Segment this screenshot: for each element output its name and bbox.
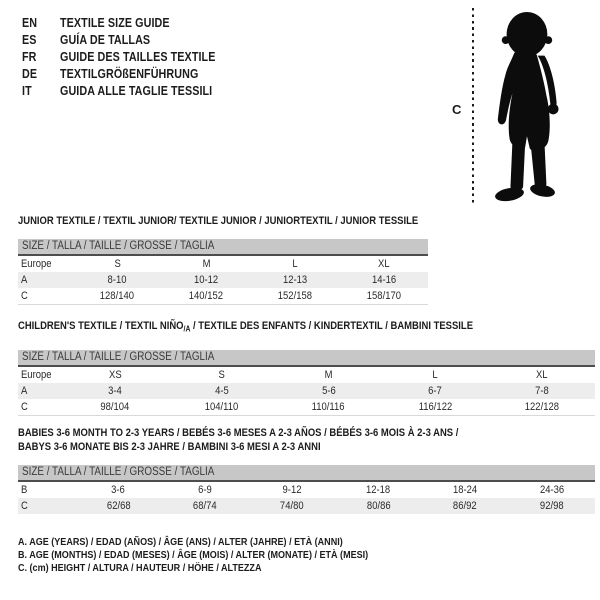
table-cell xyxy=(339,272,428,288)
babies-table-title-text: BABIES 3-6 MONTH TO 2-3 YEARS / BEBÉS 3-6 MESES A 2-3 AÑOS / BÉBÉS 3-6 MOIS À 2-3 ANS / xyxy=(18,427,459,439)
table-row-height xyxy=(18,288,428,305)
size-header-bar xyxy=(18,239,428,256)
table-row-europe xyxy=(18,367,595,383)
list-item xyxy=(22,83,241,100)
table-cell xyxy=(488,367,595,383)
cell-text: 5-6 xyxy=(321,385,336,397)
cell-text: C xyxy=(21,401,28,413)
table-row-height xyxy=(18,399,595,416)
cell-text: L xyxy=(432,369,438,381)
cell-text: C xyxy=(21,290,28,302)
language-title-list xyxy=(22,15,241,100)
language-code xyxy=(22,15,60,32)
title-subscript: /A xyxy=(183,324,191,334)
babies-table-title-line1 xyxy=(18,427,530,440)
cell-text: 122/128 xyxy=(524,401,559,413)
footnote-text: B. AGE (MONTHS) / EDAD (MESES) / ÂGE (MOIS) / ALTER (MONATE) / ETÀ (MESI) xyxy=(18,549,369,561)
cell-text: S xyxy=(114,258,121,270)
table-cell xyxy=(162,482,249,498)
footnote-height-cm xyxy=(18,562,301,575)
table-cell xyxy=(248,482,335,498)
row-label xyxy=(18,399,62,415)
table-cell xyxy=(251,272,340,288)
title-part: CHILDREN'S TEXTILE / TEXTIL NIÑO xyxy=(18,320,184,332)
list-item xyxy=(22,32,241,49)
table-cell xyxy=(248,498,335,514)
cell-text: 12-13 xyxy=(282,274,307,286)
list-item xyxy=(22,15,241,32)
table-cell xyxy=(422,498,509,514)
cell-text: A xyxy=(21,274,28,286)
table-cell xyxy=(169,399,276,415)
table-cell xyxy=(508,498,595,514)
size-header-text: SIZE / TALLA / TAILLE / GRÖSSE / TAGLIA xyxy=(22,240,215,252)
size-header-text: SIZE / TALLA / TAILLE / GRÖSSE / TAGLIA xyxy=(22,351,215,363)
cell-text: 140/152 xyxy=(189,290,224,302)
table-cell xyxy=(275,367,382,383)
language-code xyxy=(22,83,60,100)
table-cell xyxy=(73,272,162,288)
language-code xyxy=(22,49,60,66)
cell-text: 9-12 xyxy=(282,484,302,496)
row-label xyxy=(18,272,73,288)
babies-table-title-text: BABYS 3-6 MONATE BIS 2-3 JAHRE / BAMBINI 3-6 MESI A 2-3 ANNI xyxy=(18,441,321,453)
table-cell xyxy=(169,383,276,399)
language-title xyxy=(60,32,165,49)
table-cell xyxy=(335,498,422,514)
cell-text: 86/92 xyxy=(453,500,477,512)
cell-text: XL xyxy=(535,369,548,381)
language-title xyxy=(60,49,241,66)
row-label xyxy=(18,383,62,399)
cell-text: 98/104 xyxy=(100,401,130,413)
cell-text: Europe xyxy=(21,369,52,381)
table-cell xyxy=(162,288,251,304)
junior-table-title xyxy=(18,215,483,228)
table-cell xyxy=(335,482,422,498)
row-label xyxy=(18,256,73,272)
children-size-table xyxy=(18,350,595,416)
table-cell xyxy=(251,256,340,272)
row-label xyxy=(18,367,62,383)
footnote-text: C. (cm) HEIGHT / ALTURA / HAUTEUR / HÖHE / ALTEZZA xyxy=(18,562,262,574)
size-header-text: SIZE / TALLA / TAILLE / GRÖSSE / TAGLIA xyxy=(22,466,215,478)
cell-text: 8-10 xyxy=(107,274,127,286)
cell-text: 80/86 xyxy=(366,500,391,512)
table-cell xyxy=(75,498,162,514)
cell-text: M xyxy=(202,258,211,270)
list-item xyxy=(22,49,241,66)
cell-text: 92/98 xyxy=(539,500,564,512)
cell-text: C xyxy=(21,500,28,512)
table-cell xyxy=(62,399,169,415)
size-header-bar xyxy=(18,465,595,482)
language-code-text: DE xyxy=(22,67,38,81)
junior-size-table xyxy=(18,239,428,305)
table-cell xyxy=(382,399,489,415)
cell-text: 4-5 xyxy=(215,385,229,397)
cell-text: M xyxy=(324,369,333,381)
title-part: / TEXTILE DES ENFANTS / KINDERTEXTIL / BAMBINI TESSILE xyxy=(190,320,474,332)
language-title-text: GUÍA DE TALLAS xyxy=(60,33,151,47)
language-title-text: TEXTILE SIZE GUIDE xyxy=(60,16,170,30)
table-cell xyxy=(488,399,595,415)
cell-text: 158/170 xyxy=(366,290,401,302)
cell-text: 24-36 xyxy=(539,484,564,496)
language-title xyxy=(60,15,188,32)
table-cell xyxy=(73,288,162,304)
height-measure-label: C xyxy=(452,102,462,117)
cell-text: Europe xyxy=(21,258,52,270)
children-table-title xyxy=(18,320,547,336)
row-label xyxy=(18,288,73,304)
language-code-text: FR xyxy=(22,50,37,64)
table-cell xyxy=(251,288,340,304)
language-code xyxy=(22,66,60,83)
table-row-age xyxy=(18,383,595,399)
table-cell xyxy=(339,288,428,304)
babies-size-table xyxy=(18,465,595,514)
language-title-text: TEXTILGRÖßENFÜHRUNG xyxy=(60,67,199,81)
table-cell xyxy=(62,383,169,399)
table-cell xyxy=(162,498,249,514)
table-cell xyxy=(75,482,162,498)
cell-text: 68/74 xyxy=(193,500,217,512)
language-title-text: GUIDA ALLE TAGLIE TESSILI xyxy=(60,84,213,98)
cell-text: 3-6 xyxy=(111,484,126,496)
cell-text: S xyxy=(218,369,226,381)
footnote-text: A. AGE (YEARS) / EDAD (AÑOS) / ÂGE (ANS) / ALTER (JAHRE) / ETÀ (ANNI) xyxy=(18,536,343,548)
language-code-text: EN xyxy=(22,16,38,30)
cell-text: XS xyxy=(108,369,122,381)
table-row-europe xyxy=(18,256,428,272)
table-cell xyxy=(169,367,276,383)
table-cell xyxy=(508,482,595,498)
babies-table-title-line2 xyxy=(18,441,370,454)
cell-text: 3-4 xyxy=(108,385,123,397)
children-table-title-text xyxy=(18,320,473,336)
cell-text: 110/116 xyxy=(312,401,345,413)
cell-text: A xyxy=(21,385,28,397)
cell-text: L xyxy=(292,258,298,270)
cell-text: 6-7 xyxy=(428,385,442,397)
cell-text: 14-16 xyxy=(371,274,396,286)
table-row-months xyxy=(18,482,595,498)
footnote-age-years xyxy=(18,536,396,549)
table-cell xyxy=(62,367,169,383)
language-title xyxy=(60,83,237,100)
table-cell xyxy=(422,482,509,498)
language-title-text: GUIDE DES TAILLES TEXTILE xyxy=(60,50,216,64)
cell-text: 152/158 xyxy=(277,290,312,302)
cell-text: 74/80 xyxy=(279,500,304,512)
table-cell xyxy=(275,399,382,415)
cell-text: 7-8 xyxy=(534,385,549,397)
footnote-age-months xyxy=(18,549,425,562)
size-header-bar xyxy=(18,350,595,367)
table-cell xyxy=(162,256,251,272)
table-row-age xyxy=(18,272,428,288)
row-label xyxy=(18,482,75,498)
language-code xyxy=(22,32,60,49)
language-code-text: IT xyxy=(22,84,32,98)
cell-text: 116/122 xyxy=(418,401,452,413)
cell-text: 128/140 xyxy=(100,290,135,302)
cell-text: 62/68 xyxy=(106,500,131,512)
table-cell xyxy=(382,383,489,399)
row-label xyxy=(18,498,75,514)
cell-text: 6-9 xyxy=(198,484,212,496)
table-row-height xyxy=(18,498,595,514)
cell-text: B xyxy=(21,484,28,496)
list-item xyxy=(22,66,241,83)
table-cell xyxy=(382,367,489,383)
junior-table-title-text: JUNIOR TEXTILE / TEXTIL JUNIOR/ TEXTILE JUNIOR / JUNIORTEXTIL / JUNIOR TESSILE xyxy=(18,215,419,227)
height-measure-dotted-line xyxy=(472,8,474,206)
cell-text: 12-18 xyxy=(366,484,391,496)
language-code-text: ES xyxy=(22,33,37,47)
baby-silhouette-icon xyxy=(482,10,570,209)
cell-text: 10-12 xyxy=(194,274,219,286)
cell-text: XL xyxy=(377,258,390,270)
cell-text: 18-24 xyxy=(452,484,478,496)
cell-text: 104/110 xyxy=(205,401,239,413)
table-cell xyxy=(339,256,428,272)
table-cell xyxy=(162,272,251,288)
table-cell xyxy=(275,383,382,399)
table-cell xyxy=(73,256,162,272)
language-title xyxy=(60,66,221,83)
table-cell xyxy=(488,383,595,399)
